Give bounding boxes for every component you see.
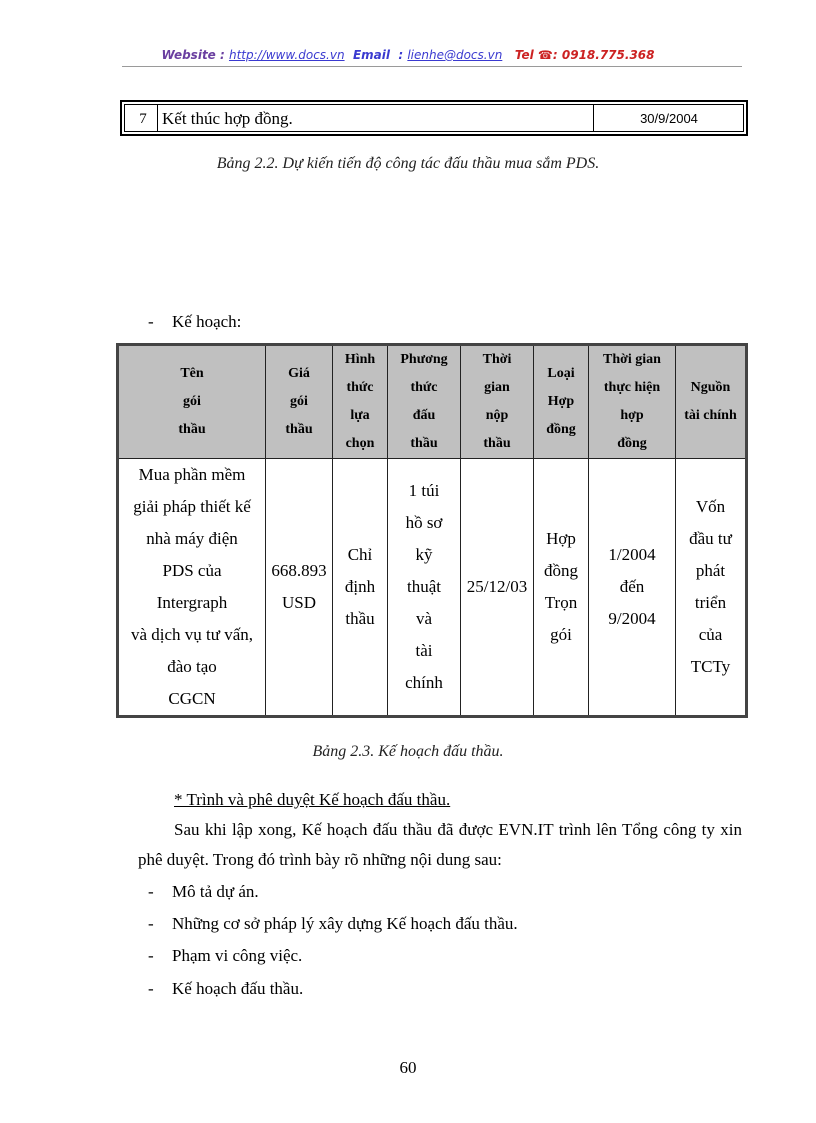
row-task: Kết thúc hợp đồng. — [162, 109, 293, 128]
col-duration: Thời gian thực hiện hợp đồng — [589, 345, 676, 459]
email-link[interactable]: lienhe@docs.vn — [407, 48, 503, 62]
header-divider — [122, 66, 742, 67]
plan-bullet: - Kế hoạch: — [148, 312, 242, 331]
section-paragraph: Sau khi lập xong, Kế hoạch đấu thầu đã được EVN.IT trình lên Tổng công ty xin phê duyệt. Trong đó trình bày rõ những nội dung sau: — [138, 820, 742, 869]
page-header — [0, 48, 816, 62]
website-label: Website : — [161, 48, 225, 62]
cell-price: 668.893 USD — [266, 459, 333, 717]
col-time: Thời gian nộp thầu — [461, 345, 534, 459]
table-2-2-caption: Bảng 2.2. Dự kiến tiến độ công tác đấu thầu mua sắm PDS. — [216, 155, 600, 172]
cell-duration: 1/2004 đến 9/2004 — [589, 459, 676, 717]
list-item: - Phạm vi công việc. — [148, 946, 303, 965]
cell-time: 25/12/03 — [461, 459, 534, 717]
page-number: 60 — [399, 1058, 417, 1077]
email-label: Email — [352, 48, 390, 62]
tel-label: Tel ☎: — [514, 48, 558, 62]
cell-contract: Hợp đồng Trọn gói — [534, 459, 589, 717]
list-item: - Mô tả dự án. — [148, 882, 259, 901]
table-2-3-caption: Bảng 2.3. Kế hoạch đấu thầu. — [312, 743, 504, 760]
col-price: Giá gói thầu — [266, 345, 333, 459]
cell-source: Vốn đầu tư phát triển của TCTy — [676, 459, 747, 717]
col-contract: Loại Hợp đồng — [534, 345, 589, 459]
row-date: 30/9/2004 — [640, 111, 698, 126]
tel-number: 0918.775.368 — [561, 48, 655, 62]
list-item: - Kế hoạch đấu thầu. — [148, 979, 304, 998]
list-item: - Những cơ sở pháp lý xây dựng Kế hoạch đấu thầu. — [148, 914, 518, 933]
col-method: Phương thức đấu thầu — [388, 345, 461, 459]
website-link[interactable]: http://www.docs.vn — [228, 48, 345, 62]
section-title: * Trình và phê duyệt Kế hoạch đấu thầu. — [174, 790, 451, 809]
email-sep: : — [398, 48, 404, 62]
cell-form: Chỉ định thầu — [333, 459, 388, 717]
schedule-table-row — [120, 100, 748, 136]
row-number: 7 — [139, 111, 147, 127]
cell-name: Mua phần mềm giải pháp thiết kế nhà máy điện PDS của Intergraph và dịch vụ tư vấn, đào tạo CGCN — [118, 459, 266, 717]
cell-method: 1 túi hồ sơ kỹ thuật và tài chính — [388, 459, 461, 717]
col-form: Hình thức lựa chọn — [333, 345, 388, 459]
col-source: Nguồn tài chính — [676, 345, 747, 459]
col-name: Tên gói thầu — [118, 345, 266, 459]
bidding-plan-table — [116, 343, 748, 718]
